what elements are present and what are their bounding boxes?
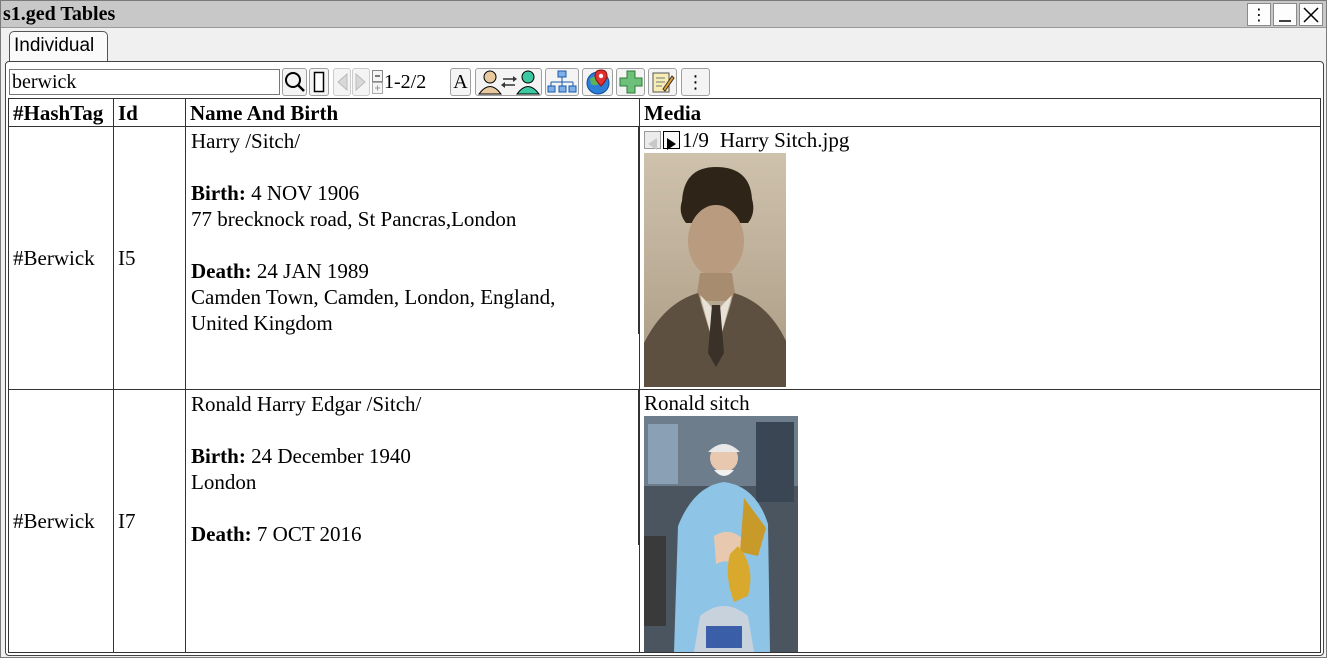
media-title: Ronald sitch [644,391,750,415]
search-input[interactable]: berwick [9,69,280,95]
results-table [8,98,1321,653]
death-line [191,521,633,547]
death-date: 24 JAN 1989 [256,259,369,283]
edit-note-icon [651,70,675,94]
birth-place: 77 brecknock road, St Pancras,London [191,207,517,231]
hashtag-cell: #Berwick [9,127,114,390]
arrow-right-icon [354,71,368,93]
death-label: Death: [191,522,252,546]
tree-chart-button[interactable] [545,68,579,96]
search-button[interactable] [282,68,307,96]
next-result-button[interactable] [352,68,370,96]
table-row[interactable] [9,390,1321,653]
map-button[interactable] [582,68,613,96]
font-button[interactable]: A [450,68,471,96]
hierarchy-icon [547,70,577,94]
media-header [644,390,1316,416]
death-line [191,258,633,284]
plus-icon [619,70,643,94]
id-cell: I5 [114,127,186,390]
result-stepper[interactable] [372,70,383,99]
map-pin-icon [585,69,611,95]
toolbar [9,68,1319,98]
birth-place: London [191,470,257,494]
name-and-birth-cell [186,390,640,653]
media-header [644,127,1316,153]
media-previous-button[interactable] [644,131,661,149]
table-header-row [9,99,1321,127]
filter-toggle-button[interactable] [309,68,329,96]
media-title: Harry Sitch.jpg [719,128,850,152]
window-menu-button[interactable]: ⋮ [1247,3,1271,26]
column-header-id[interactable]: Id [114,99,186,127]
arrow-left-icon [645,136,660,152]
result-counter: 1-2/2 [384,71,427,93]
close-button[interactable] [1299,3,1323,26]
name-and-birth-box [186,390,639,545]
edit-button[interactable] [648,68,677,96]
media-cell [640,390,1321,653]
person-name: Ronald Harry Edgar /Sitch/ [191,392,422,416]
media-counter: 1/9 [682,128,709,152]
stepper-icon [372,70,383,94]
column-header-media[interactable]: Media [640,99,1321,127]
add-button[interactable] [616,68,645,96]
death-label: Death: [191,259,252,283]
name-and-birth-box [186,127,639,334]
search-icon [284,71,306,93]
more-options-button[interactable]: ⋮ [681,68,710,96]
birth-label: Birth: [191,444,246,468]
birth-line [191,180,633,206]
media-cell [640,127,1321,390]
hashtag-cell: #Berwick [9,390,114,653]
arrow-left-icon [335,71,349,93]
rectangle-icon [313,71,325,93]
window-title: s1.ged Tables [3,3,116,25]
minimize-icon [1277,7,1293,23]
birth-date: 4 NOV 1906 [251,181,360,205]
birth-date: 24 December 1940 [251,444,411,468]
title-bar [1,1,1326,28]
tab-individual[interactable]: Individual [9,31,108,62]
workshop-photo[interactable] [644,416,798,652]
media-next-button[interactable] [663,131,680,149]
death-place-line-1: Camden Town, Camden, London, England, [191,285,556,309]
minimize-button[interactable] [1273,3,1297,26]
death-place-line-2: United Kingdom [191,311,333,335]
person-swap-icon [477,69,541,95]
table-row[interactable] [9,127,1321,390]
person-name: Harry /Sitch/ [191,129,301,153]
id-cell: I7 [114,390,186,653]
table-panel [5,61,1324,656]
portrait-photo[interactable] [644,153,786,387]
name-and-birth-cell [186,127,640,390]
close-icon [1302,6,1320,24]
previous-result-button[interactable] [333,68,351,96]
arrow-right-icon [664,136,679,152]
column-header-hashtag[interactable]: #HashTag [9,99,114,127]
column-header-name-and-birth[interactable]: Name And Birth [186,99,640,127]
birth-label: Birth: [191,181,246,205]
swap-person-button[interactable] [475,68,542,96]
birth-line [191,443,633,469]
death-date: 7 OCT 2016 [256,522,362,546]
